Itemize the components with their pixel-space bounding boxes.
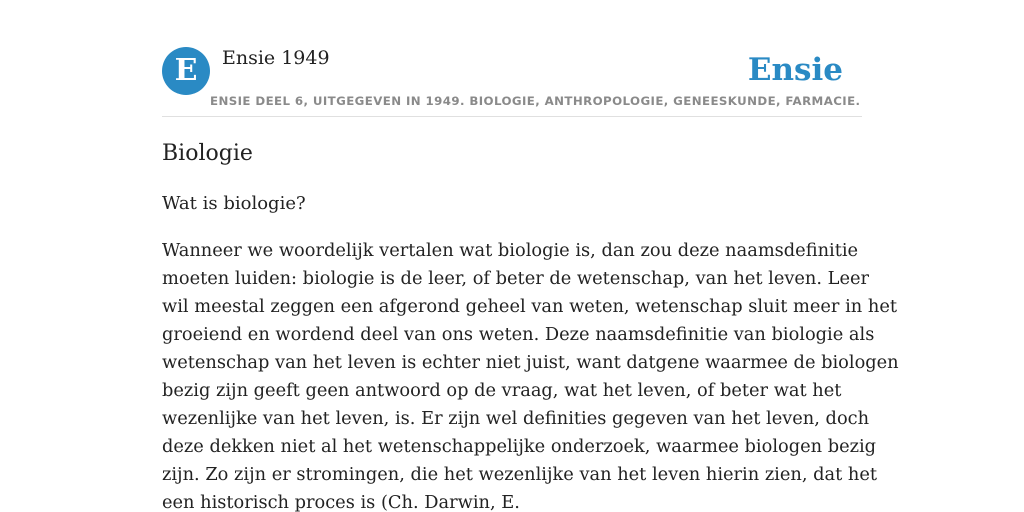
edition-subtitle: ENSIE DEEL 6, UITGEGEVEN IN 1949. BIOLOGIE, ANTHROPOLOGIE, GENEESKUNDE, FARMACIE. (210, 94, 861, 108)
article-body (162, 237, 899, 512)
article-content (162, 138, 899, 512)
article-title: Biologie (162, 141, 253, 166)
body-line: moeten luiden: biologie is de leer, of beter de wetenschap, van het leven. Leer (162, 268, 870, 289)
article-question: Wat is biologie? (162, 193, 306, 214)
brand-logo-link[interactable]: Ensie (747, 52, 843, 88)
site-header (162, 46, 862, 117)
body-line: bezig zijn geeft geen antwoord op de vraag, wat het leven, of beter wat het (162, 380, 842, 401)
body-line: groeiend en wordend deel van ons weten. Deze naamsdefinitie van biologie als (162, 324, 875, 345)
body-line: een historisch proces is (Ch. Darwin, E. (162, 492, 520, 512)
site-title-link[interactable]: Ensie 1949 (222, 47, 330, 69)
body-line: Wanneer we woordelijk vertalen wat biologie is, dan zou deze naamsdefinitie (162, 240, 859, 261)
logo-icon[interactable]: E (162, 47, 210, 95)
body-line: wezenlijke van het leven, is. Er zijn wel definities gegeven van het leven, doch (162, 408, 870, 429)
body-line: zijn. Zo zijn er stromingen, die het wezenlijke van het leven hierin zien, dat het (162, 464, 878, 485)
body-line: wil meestal zeggen een afgerond geheel van weten, wetenschap sluit meer in het (162, 296, 897, 317)
body-line: deze dekken niet al het wetenschappelijke onderzoek, waarmee biologen bezig (162, 436, 877, 457)
body-line: wetenschap van het leven is echter niet juist, want datgene waarmee de biologen (162, 352, 899, 373)
